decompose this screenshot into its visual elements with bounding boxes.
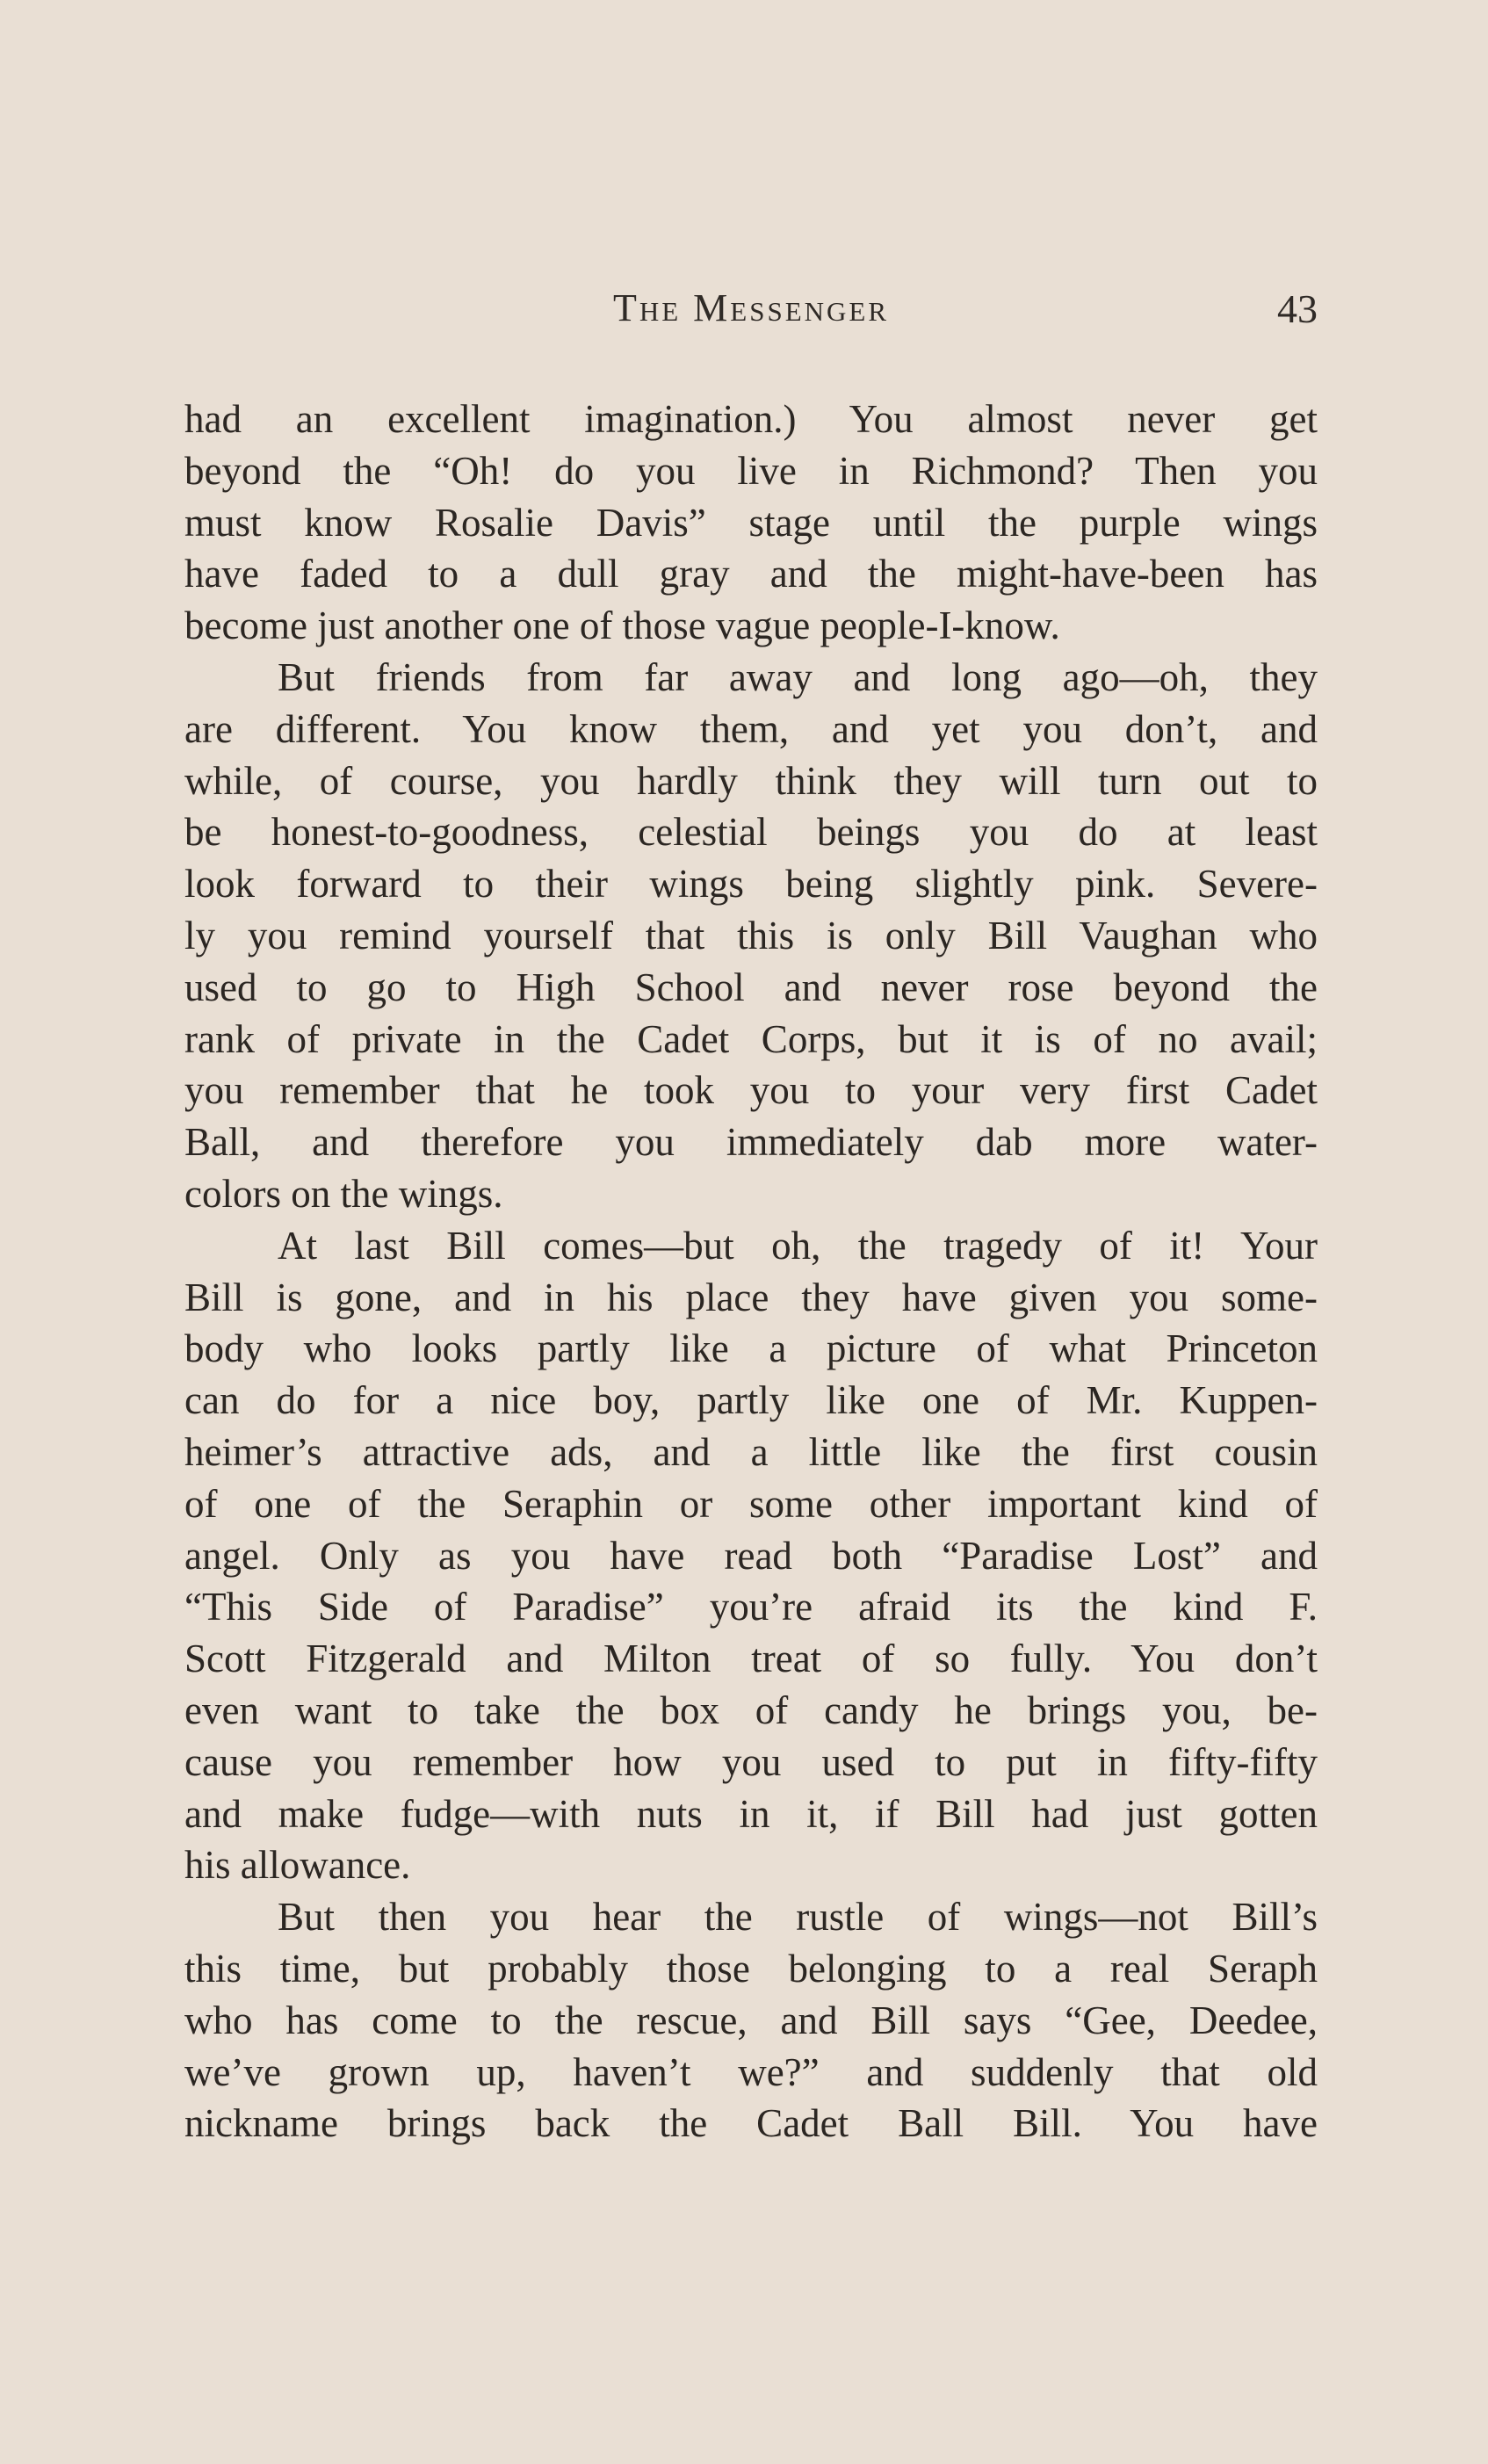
text-line: even want to take the box of candy he brings you, be-: [184, 1687, 1318, 1732]
text-line: colors on the wings.: [184, 1171, 503, 1216]
text-line: and make fudge—with nuts in it, if Bill had just gotten: [184, 1791, 1318, 1836]
text-line: be honest-to-goodness, celestial beings you do at least: [184, 810, 1318, 855]
text-line: But then you hear the rustle of wings—not Bill’s: [278, 1895, 1318, 1940]
text-line: we’ve grown up, haven’t we?” and suddenly that old: [184, 2049, 1318, 2094]
text-line: who has come to the rescue, and Bill says “Gee, Deedee,: [184, 1998, 1318, 2042]
text-line: heimer’s attractive ads, and a little like the first cousin: [184, 1429, 1318, 1474]
text-line: are different. You know them, and yet you don’t, and: [184, 706, 1318, 751]
text-line: rank of private in the Cadet Corps, but it is of no avail;: [184, 1016, 1318, 1061]
page-number: 43: [1277, 286, 1318, 331]
text-line: used to go to High School and never rose beyond the: [184, 965, 1318, 1009]
text-line: of one of the Seraphin or some other important kind of: [184, 1481, 1318, 1526]
text-line: had an excellent imagination.) You almost never get: [184, 397, 1318, 441]
text-line: beyond the “Oh! do you live in Richmond? Then you: [184, 448, 1318, 493]
text-line: his allowance.: [184, 1843, 411, 1888]
text-line: Bill is gone, and in his place they have given you some-: [184, 1275, 1318, 1319]
text-line: can do for a nice boy, partly like one of Mr. Kuppen-: [184, 1378, 1318, 1423]
text-line: But friends from far away and long ago—oh, they: [278, 654, 1318, 699]
body-text: [184, 394, 1318, 2150]
text-line: Ball, and therefore you immediately dab more water-: [184, 1120, 1318, 1165]
text-line: become just another one of those vague people-I-know.: [184, 603, 1060, 648]
text-line: must know Rosalie Davis” stage until the purple wings: [184, 500, 1318, 545]
text-line: Scott Fitzgerald and Milton treat of so fully. You don’t: [184, 1637, 1318, 1681]
text-line: cause you remember how you used to put in fifty-fifty: [184, 1739, 1318, 1784]
running-head: [184, 285, 1318, 338]
text-line: you remember that he took you to your very first Cadet: [184, 1068, 1318, 1113]
text-line: “This Side of Paradise” you’re afraid its the kind F.: [184, 1585, 1318, 1629]
running-title: The Messenger: [612, 286, 890, 329]
text-line: body who looks partly like a picture of what Princeton: [184, 1326, 1318, 1371]
text-line: look forward to their wings being slightly pink. Severe-: [184, 862, 1318, 907]
text-line: nickname brings back the Cadet Ball Bill. You have: [184, 2101, 1318, 2146]
text-line: while, of course, you hardly think they will turn out to: [184, 758, 1318, 803]
text-line: have faded to a dull gray and the might-have-been has: [184, 552, 1318, 596]
text-line: At last Bill comes—but oh, the tragedy of it! Your: [278, 1223, 1318, 1268]
text-line: ly you remind yourself that this is only Bill Vaughan who: [184, 913, 1318, 957]
text-line: angel. Only as you have read both “Paradise Lost” and: [184, 1533, 1318, 1578]
text-line: this time, but probably those belonging to a real Seraph: [184, 1946, 1318, 1991]
